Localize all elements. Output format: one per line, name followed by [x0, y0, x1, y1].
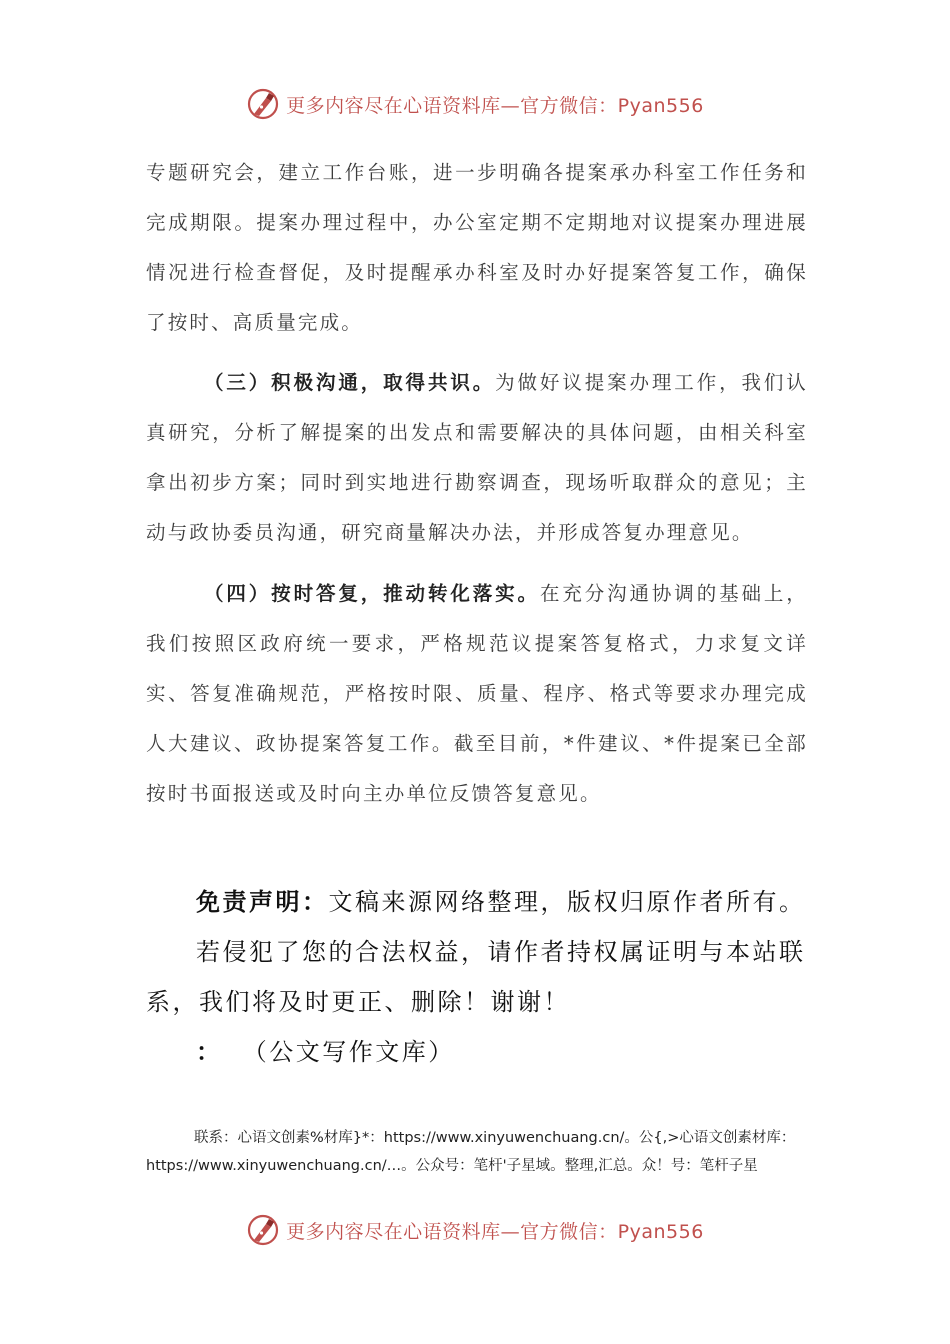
pen-nib-icon	[246, 87, 280, 121]
banner-text: 更多内容尽在心语资料库—官方微信：Pyan556	[286, 1220, 704, 1243]
disclaimer-source: （公文写作文库）	[242, 1038, 455, 1066]
contact-block	[146, 1124, 812, 1180]
paragraph-text: 专题研究会，建立工作台账，进一步明确各提案承办科室工作任务和完成期限。提案办理过程中，办公室定期不定期地对议提案办理进展情况进行检查督促，及时提醒承办科室及时办好提案答复工作，确保了按时、高质量完成。	[146, 161, 808, 334]
paragraph-text: 为做好议提案办理工作，我们认真研究，分析了解提案的出发点和需要解决的具体问题，由相关科室拿出初步方案；同时到实地进行勘察调查，现场听取群众的意见；主动与政协委员沟通，研究商量解决办法，并形成答复办理意见。	[146, 371, 808, 544]
paragraph-3	[146, 569, 808, 819]
disclaimer-label: 免责声明：	[196, 888, 329, 916]
section-heading-3: （三）积极沟通，取得共识。	[204, 371, 496, 394]
banner-wechat-id: Pyan556	[617, 94, 704, 117]
pen-nib-icon	[246, 1213, 280, 1247]
paragraph-text: 在充分沟通协调的基础上，我们按照区政府统一要求，严格规范议提案答复格式，力求复文详实、答复准确规范，严格按时限、质量、程序、格式等要求办理完成人大建议、政协提案答复工作。截至目前，*件建议、*件提案已全部按时书面报送或及时向主办单位反馈答复意见。	[146, 582, 808, 805]
header-banner	[0, 84, 950, 124]
section-heading-4: （四）按时答复，推动转化落实。	[204, 582, 540, 605]
disclaimer-text-1: 文稿来源网络整理，版权归原作者所有。	[328, 888, 806, 916]
footer-banner	[0, 1210, 950, 1250]
disclaimer-block	[146, 877, 816, 1077]
disclaimer-colon: ：	[196, 1038, 223, 1066]
disclaimer-line-3	[146, 1027, 816, 1077]
disclaimer-line-1	[146, 877, 816, 927]
disclaimer-line-2: 若侵犯了您的合法权益，请作者持权属证明与本站联系，我们将及时更正、删除！谢谢！	[146, 938, 806, 1016]
paragraph-body	[146, 569, 808, 819]
banner-wechat-id: Pyan556	[617, 1220, 704, 1243]
contact-text: 联系：心语文创素%材库}*：https://www.xinyuwenchuang.cn/。公{,>心语文创素材库：https://www.xinyuwenchuang.cn/…。公众号：笔杆'子星域。整理,汇总。众！号：笔杆子星	[146, 1130, 796, 1174]
banner-text: 更多内容尽在心语资料库—官方微信：Pyan556	[286, 94, 704, 117]
paragraph-body	[146, 358, 808, 558]
paragraph-1	[146, 148, 808, 348]
paragraph-2	[146, 358, 808, 558]
